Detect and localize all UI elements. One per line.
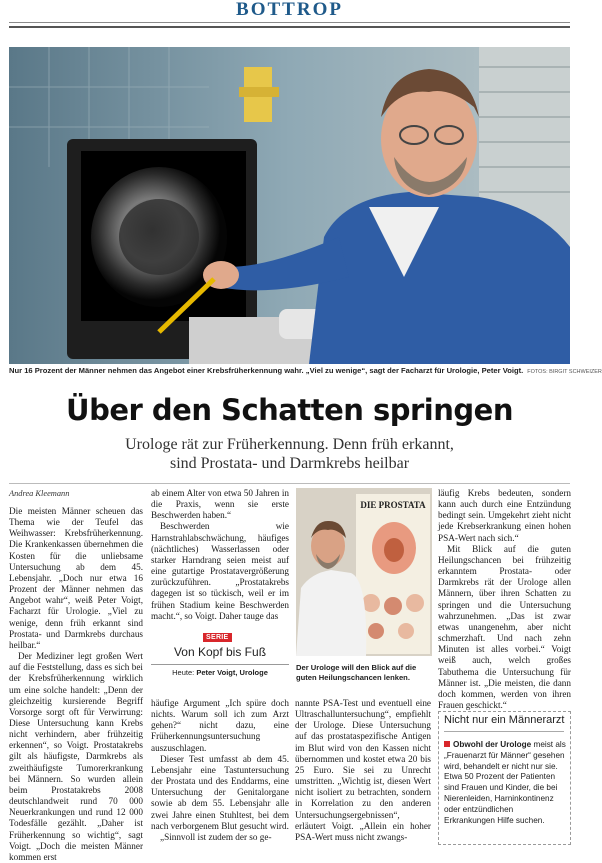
section-header <box>0 0 579 24</box>
paragraph: ab einem Alter von etwa 50 Jahren in die Praxis, wenn sie erste Beschwerden haben.“ <box>151 488 289 521</box>
subhead-line-2: sind Prostata- und Darmkrebs heilbar <box>169 455 410 472</box>
paragraph: Dieser Test umfasst ab dem 45. Lebensjahr eine Tastuntersuchung der Prostata und des Enddarms, eine Untersuchung der Genitalorgane sowie ab dem 55. Lebensjahr alle zwei Jahre einen Stuhltest, bei dem nach verborgenem Blut gesucht wird. <box>151 753 289 831</box>
info-box-lead: Obwohl der Urologe <box>453 740 532 749</box>
photo-caption-text: Nur 16 Prozent der Männer nehmen das Angebot einer Krebsfrüherkennung wahr. „Viel zu wenige“, sagt der Facharzt für Urologie, Peter Voigt. <box>9 366 524 375</box>
inset-caption: Der Urologe will den Blick auf die guten Heilungschancen lenken. <box>296 663 417 682</box>
paragraph: Der Mediziner legt großen Wert auf die Feststellung, dass es sich bei der Krebsfrüherkennung wirklich um eine solche handelt: „Denn der gleichzeitig kursierende Begriff Vorsorge sorgt oft für Verwirrung: Diese Untersuchung kann Krebs nicht verhindern, aber frühzeitig erkennen“, so Voigt. Prostatakrebs gilt als häufigste, Darmkrebs als zweithäufigste Tumorerkrankung bei Männern. So wurden allein beim Prostatakrebs 2008 deutschlandweit rund 70 000 Neuerkrankungen und rund 12 000 Todesfälle gezählt. „Daher ist Früherkennung so wichtig“, sagt Voigt. „Doch die meisten Männer kommen erst <box>9 651 143 862</box>
article-column-3 <box>151 698 289 843</box>
author-byline: Andrea Kleemann <box>9 489 70 498</box>
series-today <box>151 668 289 677</box>
headline: Über den Schatten springen <box>66 393 513 427</box>
series-today-label: Heute: <box>172 668 195 677</box>
header-rule-bottom <box>9 26 570 28</box>
paragraph: Die meisten Männer scheuen das Thema wie der Teufel das Weihwasser: Krebsfrüherkennung. Die Krankenkassen übernehmen die Kosten für die unliebsame Untersuchung ab dem 45. Lebensjahr. „Doch nur etwa 16 Prozent der Männer nehmen das Angebot wahr“, weiß Peter Voigt, Facharzt für Urologie. „Viel zu wenige, denn früh erkannt sind Prostata- und Darmkrebs durchaus heilbar.“ <box>9 506 143 650</box>
photo-credit: FOTOS: BIRGIT SCHWEIZER <box>527 369 602 375</box>
series-divider <box>151 664 289 665</box>
section-title: BOTTROP <box>236 0 343 20</box>
info-box-text <box>444 740 566 826</box>
subhead-line-1: Urologe rät zur Früherkennung. Denn früh erkannt, <box>125 436 454 453</box>
header-rule-top <box>9 22 570 23</box>
info-box-title: Nicht nur ein Männerarzt <box>444 714 565 726</box>
article-column-5 <box>438 488 571 711</box>
article-column-2 <box>151 488 289 622</box>
series-box <box>151 633 289 689</box>
paragraph: Mit Blick auf die guten Heilungschancen bei frühzeitig erkanntem Prostata- oder Darmkrebs rät der Urologe allen Männern, über ihren Schatten zu springen und die Untersuchung wahrzunehmen. „Das ist zwar etwas unangenehm, aber nicht schmerzhaft. Und nach zehn Minuten ist alles vorbei.“ Voigt weiß auch, welch großes Tabuthema die Untersuchung für Männer ist. „Die meisten, die dann doch kommen, werden von ihren Frauen geschickt.“ <box>438 543 571 710</box>
doctor-poster-illustration <box>296 488 432 656</box>
paragraph: „Sinnvoll ist zudem der so ge- <box>160 831 272 842</box>
paragraph: häufige Argument „Ich spüre doch nichts. Warum soll ich zum Arzt gehen?“ nicht dazu, eine Früherkennungsuntersuchung auszuschlagen. <box>151 698 289 753</box>
headline-divider <box>9 483 570 484</box>
photo-caption <box>9 366 602 375</box>
info-box-body: meist als „Frauenarzt für Männer“ gesehen wird, behandelt er nicht nur sie. Etwa 50 Prozent der Patienten sind Frauen und Kinder, die bei Nierenleiden, Harninkontinenz oder entzündlichen Erkrankungen Hilfe suchen. <box>444 740 566 825</box>
article-column-4 <box>295 698 431 843</box>
poster-title: DIE PROSTATA <box>360 500 426 510</box>
series-badge: SERIE <box>203 633 232 642</box>
series-title: Von Kopf bis Fuß <box>173 645 267 659</box>
paragraph: Beschwerden wie Harnstrahlabschwächung, häufiges (nächtliches) Wasserlassen oder starker Harndrang seien meist auf eine gutartige Prostatavergrößerung zurückzuführen. „Prostatakrebs dagegen ist so tückisch, weil er im frühen Stadium keine Beschwerden macht.“, so Voigt. Daher tauge das <box>151 521 289 621</box>
article-column-1 <box>9 506 143 863</box>
doctor-ultrasound-illustration <box>9 47 570 364</box>
inset-photo <box>296 488 432 656</box>
info-box <box>438 711 571 845</box>
paragraph: läufig Krebs bedeuten, sondern kann auch durch eine Entzündung bedingt sein. Umgekehrt zieht nicht jede Krebserkrankung einen hohen PSA-Wert nach sich.“ <box>438 488 571 543</box>
main-photo <box>9 47 570 364</box>
info-box-divider <box>444 731 564 732</box>
paragraph: nannte PSA-Test und eventuell eine Ultraschalluntersuchung“, empfiehlt der Urologe. Diese Untersuchung auf das prostataspezifische Antigen im Blut wird von den Kassen nicht übernommen und kostet etwa 20 bis 25 Euro. Sie sei zu Unrecht umstritten. „Wichtig ist, diesen Wert nicht isoliert zu betrachten, sondern in Korrelation zu den anderen Untersuchungsergebnissen“, erläutert Voigt. „Allein ein hoher PSA-Wert muss nicht zwangs- <box>295 698 431 842</box>
red-square-icon <box>444 741 450 747</box>
series-today-topic: Peter Voigt, Urologe <box>196 668 268 677</box>
subhead <box>0 435 579 473</box>
